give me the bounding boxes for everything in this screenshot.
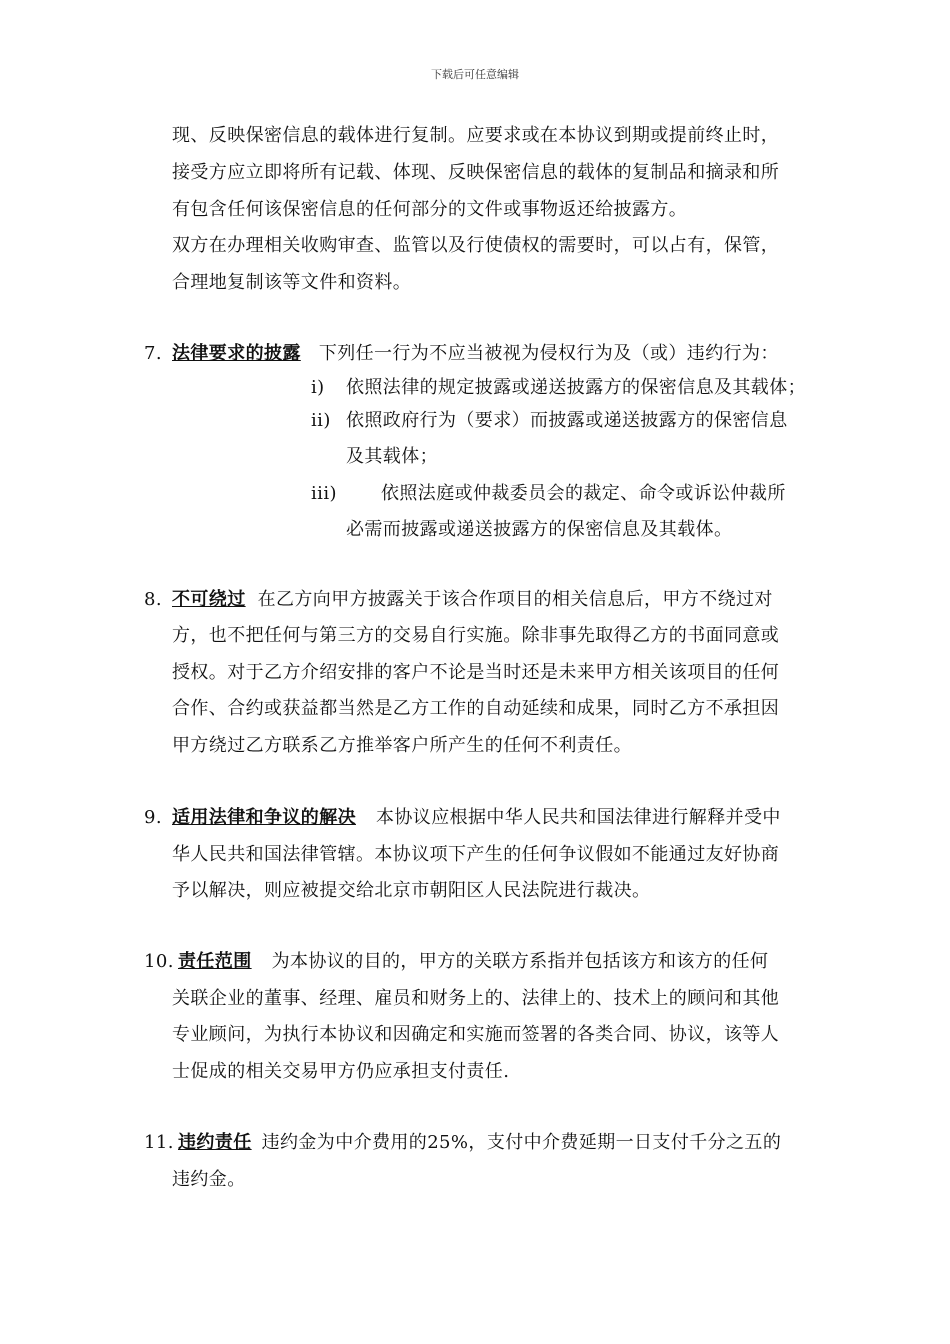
section-11-line-2: 违约金。 bbox=[172, 1169, 246, 1190]
section-9-number: 9. bbox=[144, 807, 162, 828]
section-7-title: 法律要求的披露 bbox=[172, 343, 301, 364]
section-9-text: 本协议应根据中华人民共和国法律进行解释并受中 bbox=[376, 807, 781, 828]
section-7-heading bbox=[144, 342, 779, 366]
section-7-item-2-marker: ii) bbox=[311, 410, 331, 431]
section-9-heading bbox=[144, 806, 781, 830]
section-7-item-3-text: 依照法庭或仲裁委员会的裁定、命令或诉讼仲裁所 bbox=[381, 483, 786, 504]
section-7-item-1-marker: i) bbox=[311, 377, 325, 398]
section-7-item-1-text: 依照法律的规定披露或递送披露方的保密信息及其载体； bbox=[346, 377, 806, 398]
intro-line-4: 双方在办理相关收购审查、监管以及行使债权的需要时，可以占有，保管， bbox=[172, 235, 780, 256]
section-7-item-2-text: 依照政府行为（要求）而披露或递送披露方的保密信息 bbox=[346, 410, 788, 431]
section-8-heading bbox=[144, 588, 773, 612]
section-10-line-3: 专业顾问，为执行本协议和因确定和实施而签署的各类合同、协议，该等人 bbox=[172, 1024, 780, 1045]
section-10-heading bbox=[144, 950, 768, 974]
section-7-item-2 bbox=[311, 409, 788, 433]
section-10-title: 责任范围 bbox=[178, 951, 252, 972]
intro-line-3: 有包含任何该保密信息的任何部分的文件或事物返还给披露方。 bbox=[172, 199, 688, 220]
section-7-item-1 bbox=[311, 376, 806, 400]
section-11-title: 违约责任 bbox=[178, 1132, 252, 1153]
section-7-item-3-cont: 必需而披露或递送披露方的保密信息及其载体。 bbox=[346, 519, 733, 540]
section-11-number: 11. bbox=[144, 1132, 174, 1153]
section-10-number: 10. bbox=[144, 951, 174, 972]
section-10-text: 为本协议的目的，甲方的关联方系指并包括该方和该方的任何 bbox=[271, 951, 769, 972]
section-9-line-2: 华人民共和国法律管辖。本协议项下产生的任何争议假如不能通过友好协商 bbox=[172, 844, 780, 865]
section-7-text: 下列任一行为不应当被视为侵权行为及（或）违约行为： bbox=[318, 343, 779, 364]
section-8-text: 在乙方向甲方披露关于该合作项目的相关信息后，甲方不绕过对 bbox=[257, 589, 773, 610]
intro-line-2: 接受方应立即将所有记载、体现、反映保密信息的载体的复制品和摘录和所 bbox=[172, 162, 780, 183]
section-10-line-4: 士促成的相关交易甲方仍应承担支付责任. bbox=[172, 1061, 510, 1082]
section-8-number: 8. bbox=[144, 589, 162, 610]
section-7-number: 7. bbox=[144, 343, 162, 364]
section-8-line-4: 合作、合约或获益都当然是乙方工作的自动延续和成果，同时乙方不承担因 bbox=[172, 698, 780, 719]
section-9-line-3: 予以解决，则应被提交给北京市朝阳区人民法院进行裁决。 bbox=[172, 880, 651, 901]
section-11-text: 违约金为中介费用的25%，支付中介费延期一日支付千分之五的 bbox=[261, 1132, 782, 1153]
section-8-line-3: 授权。对于乙方介绍安排的客户不论是当时还是未来甲方相关该项目的任何 bbox=[172, 662, 780, 683]
section-10-line-2: 关联企业的董事、经理、雇员和财务上的、法律上的、技术上的顾问和其他 bbox=[172, 988, 780, 1009]
page-header: 下载后可任意编辑 bbox=[431, 68, 519, 81]
section-9-title: 适用法律和争议的解决 bbox=[172, 807, 356, 828]
intro-line-1: 现、反映保密信息的载体进行复制。应要求或在本协议到期或提前终止时， bbox=[172, 125, 780, 146]
section-8-line-5: 甲方绕过乙方联系乙方推举客户所产生的任何不利责任。 bbox=[172, 735, 632, 756]
section-11-heading bbox=[144, 1131, 781, 1155]
section-7-item-2-cont: 及其载体； bbox=[346, 446, 438, 467]
section-8-line-2: 方，也不把任何与第三方的交易自行实施。除非事先取得乙方的书面同意或 bbox=[172, 625, 780, 646]
section-7-item-3 bbox=[311, 482, 786, 506]
section-7-item-3-marker: iii) bbox=[311, 483, 337, 504]
section-8-title: 不可绕过 bbox=[172, 589, 246, 610]
intro-line-5: 合理地复制该等文件和资料。 bbox=[172, 272, 412, 293]
